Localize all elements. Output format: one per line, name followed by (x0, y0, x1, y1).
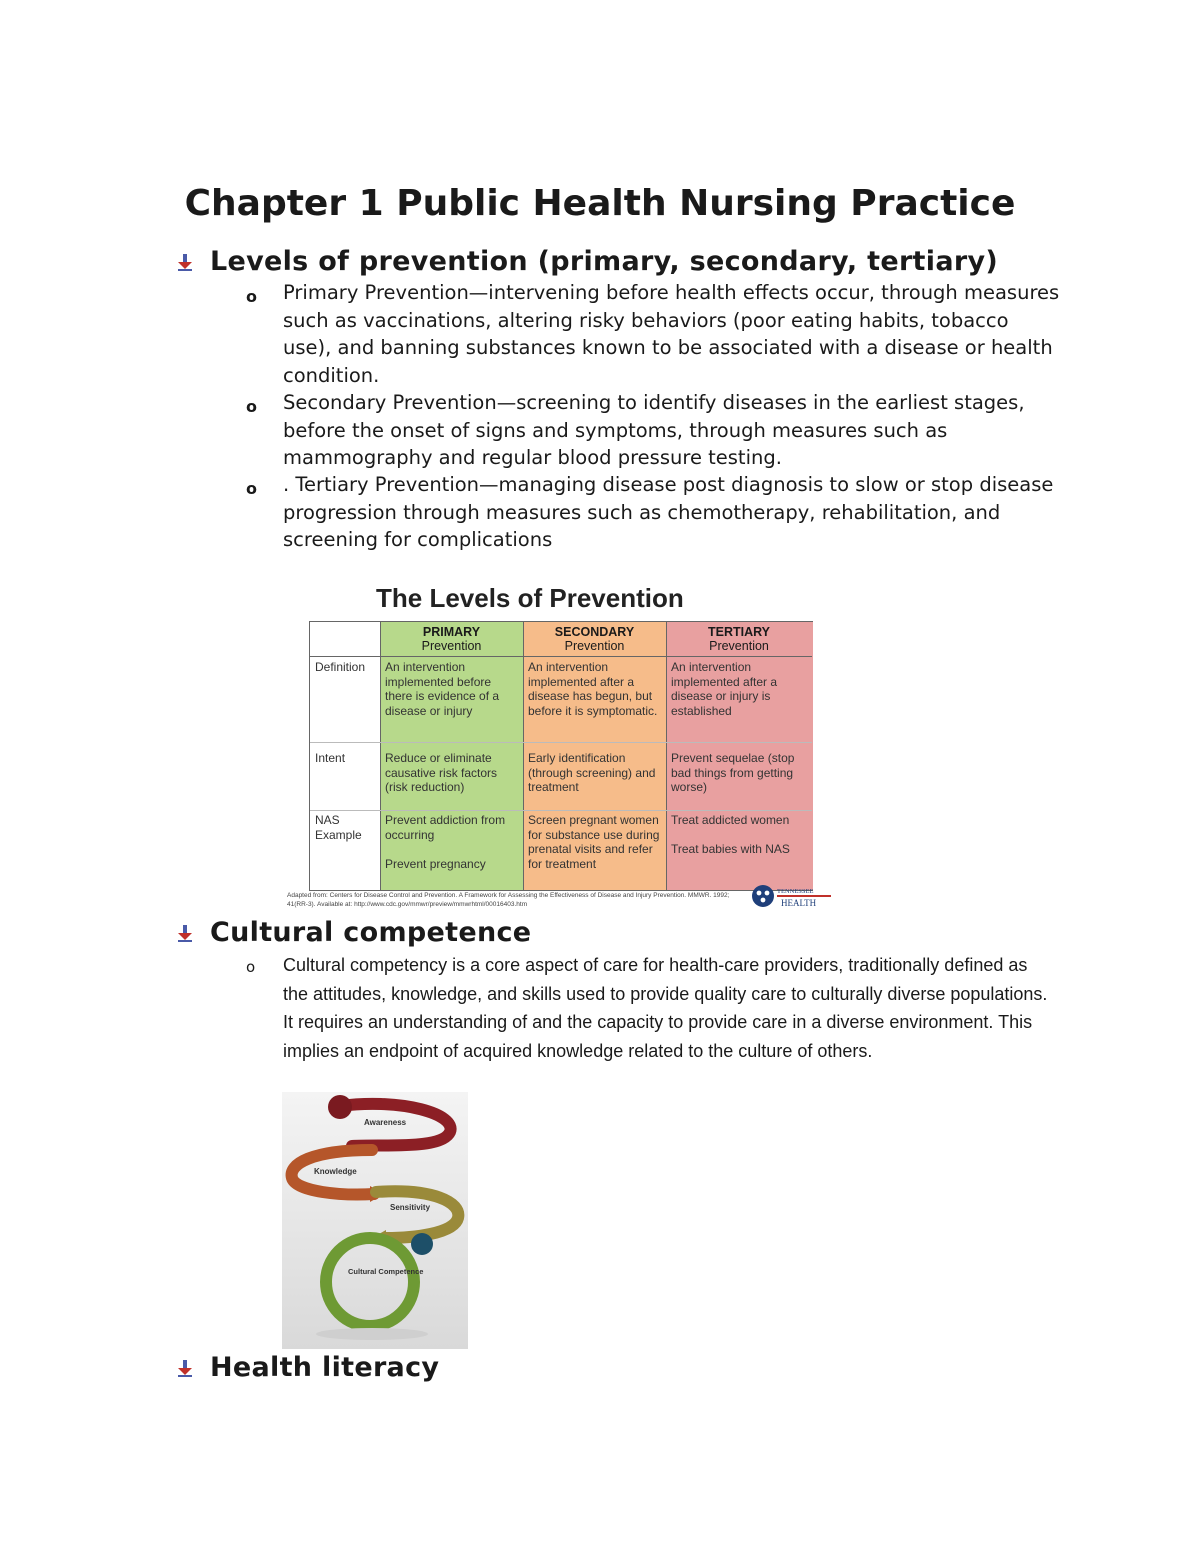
page-title: Chapter 1 Public Health Nursing Practice (184, 183, 1016, 224)
table-cell: Early identification (through screening) and treatment (528, 751, 656, 794)
prevention-table (309, 621, 813, 891)
tennessee-health-logo (751, 884, 833, 908)
primary-header (380, 625, 523, 653)
table-cell: An intervention implemented before there is evidence of a disease or injury (385, 660, 500, 718)
stage-label: Awareness (364, 1118, 407, 1127)
competence-dot (411, 1233, 433, 1255)
row-label: Definition (315, 660, 366, 674)
table-cell: Treat addicted women Treat babies with NAS (671, 813, 790, 856)
arrow-bullet-icon (176, 252, 194, 272)
list-bullet: o (246, 397, 257, 416)
stage-label: Sensitivity (390, 1203, 431, 1212)
levels-of-prevention-figure (284, 580, 836, 910)
header-name: PRIMARY (422, 625, 481, 639)
list-item-tertiary: . Tertiary Prevention—managing disease post diagnosis to slow or stop disease progression through measures such as chemotherapy, rehabilitation, and screening for complications (283, 473, 1054, 551)
logo-line-1: TENNESSEE (777, 888, 814, 895)
section-heading-text: Health literacy (210, 1352, 440, 1383)
list-item-secondary: Secondary Prevention—screening to identify diseases in the earliest stages, before the onset of signs and symptoms, through measures such as mammography and regular blood pressure testing. (283, 391, 1025, 469)
header-sub: Prevention (421, 639, 482, 653)
tertiary-header (666, 625, 812, 653)
figure-title: The Levels of Prevention (376, 583, 684, 613)
secondary-header (523, 625, 666, 653)
row-label: NAS Example (315, 813, 362, 842)
list-bullet: o (246, 479, 257, 498)
table-cell: Prevent addiction from occurring Prevent pregnancy (385, 813, 506, 871)
section-heading-prevention (176, 246, 998, 277)
figure-caption: Adapted from: Centers for Disease Control and Prevention. A Framework for Assessing the Effectiveness of Disease and Injury Prevention. MMWR. 1992; 41(RR-3). Available at: http://www.cdc.gov/mmwr/preview/mmwrhtml/00016403.htm (287, 892, 730, 908)
table-cell: An intervention implemented after a disease has begun, but before it is symptomatic. (528, 660, 658, 718)
list-item-primary: Primary Prevention—intervening before health effects occur, through measures such as vaccinations, altering risky behaviors (poor eating habits, tobacco use), and banning substances known to be associated with a disease or health condition. (283, 281, 1060, 387)
header-sub: Prevention (709, 639, 769, 653)
table-cell: Reduce or eliminate causative risk factors (risk reduction) (385, 751, 498, 794)
section-heading-text: Levels of prevention (primary, secondary, tertiary) (210, 246, 998, 277)
awareness-dot (328, 1095, 352, 1119)
logo-line-2: HEALTH (781, 898, 817, 908)
section-heading-health-literacy (176, 1352, 439, 1383)
row-divider (310, 810, 812, 811)
table-cell: An intervention implemented after a disease or injury is established (671, 660, 778, 718)
stage-label: Cultural Competence (348, 1267, 424, 1276)
row-label: Intent (315, 751, 346, 765)
stage-label: Knowledge (314, 1167, 357, 1176)
header-sub: Prevention (564, 639, 625, 653)
section-heading-text: Cultural competence (210, 917, 532, 948)
arrow-bullet-icon (176, 923, 194, 943)
header-name: SECONDARY (554, 625, 635, 639)
table-cell: Prevent sequelae (stop bad things from getting worse) (671, 751, 795, 794)
header-divider (310, 656, 812, 657)
section-heading-cultural-competence (176, 917, 531, 948)
list-item-cultural-competency: Cultural competency is a core aspect of care for health-care providers, traditionally defined as the attitudes, knowledge, and skills used to provide quality care to culturally diverse populations. It requires an understanding of and the capacity to provide care in a diverse environment. This implies an endpoint of acquired knowledge related to the culture of others. (283, 955, 1048, 1061)
list-bullet: o (246, 287, 257, 306)
header-name: TERTIARY (707, 625, 771, 639)
cultural-competence-figure (282, 1092, 468, 1349)
row-divider (310, 742, 812, 743)
table-cell: Screen pregnant women for substance use during prenatal visits and refer for treatment (528, 813, 660, 871)
arrow-bullet-icon (176, 1358, 194, 1378)
list-bullet: o (246, 958, 256, 976)
